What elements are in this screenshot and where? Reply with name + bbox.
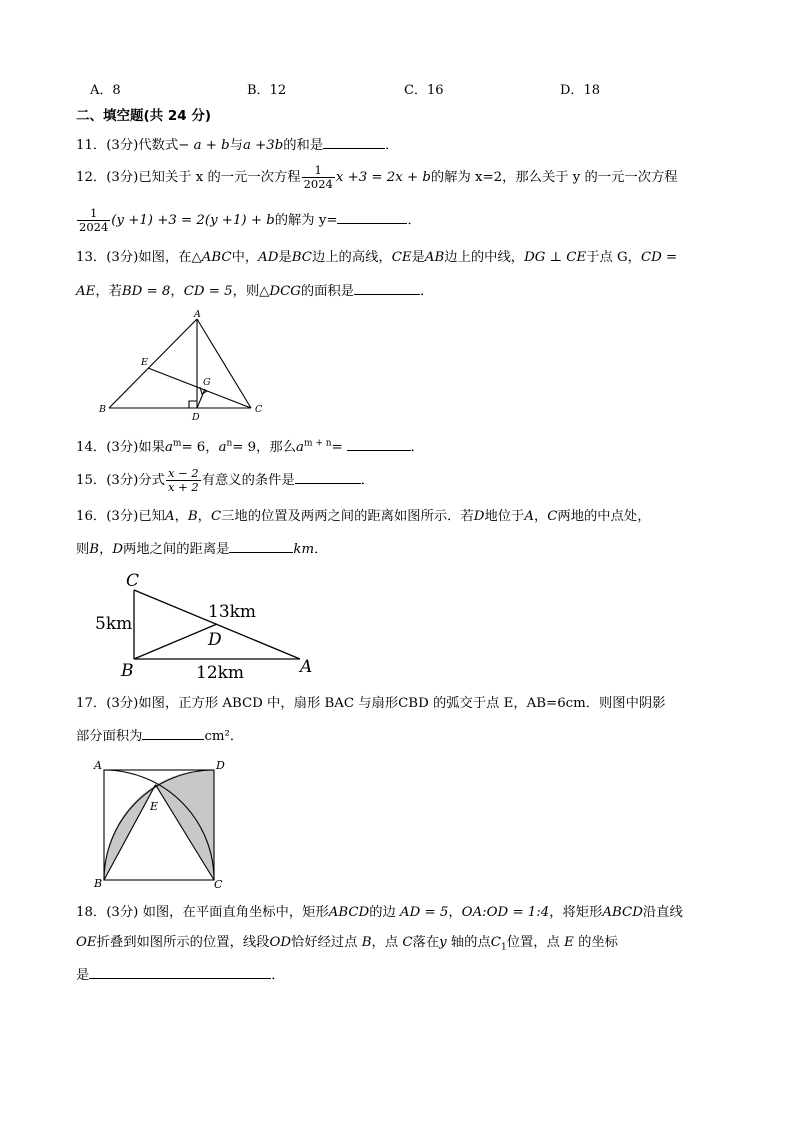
section-title: 二、填空题(共 24 分) <box>76 108 212 124</box>
q16-text: 三地的位置及两两之间的距离如图所示．若 <box>221 509 474 524</box>
q16-text: 两地的中点处， <box>557 509 651 524</box>
question-number: 18．(3分) <box>76 905 139 920</box>
right-angle-mark-d <box>189 401 197 408</box>
q13-math: DG ⊥ CE <box>524 250 587 265</box>
question-14 <box>76 436 424 458</box>
segment-be <box>104 785 159 880</box>
label-d: D <box>208 630 222 650</box>
q13-text: 于点 G， <box>586 250 641 265</box>
q16-point: A <box>164 509 175 524</box>
q13-math: BC <box>291 250 312 265</box>
q16-text: 则 <box>76 542 90 557</box>
fraction-denominator: x + 2 <box>167 480 199 494</box>
q13-math: AB <box>424 250 445 265</box>
option-letter: B． <box>247 83 270 98</box>
answer-blank[interactable] <box>295 469 361 484</box>
label-b: B <box>99 404 106 415</box>
q18-end: ． <box>271 968 285 983</box>
question-number: 11．(3分) <box>76 138 139 153</box>
q16-text: 地位于 <box>484 509 525 524</box>
q13-math: ABC <box>201 250 232 265</box>
q18-math: OA:OD = 1:4 <box>461 905 550 920</box>
q13-end: ． <box>420 284 434 299</box>
question-18-line-2 <box>76 933 618 953</box>
answer-blank[interactable] <box>89 964 271 979</box>
answer-blank[interactable] <box>323 134 385 149</box>
shaded-region-right <box>156 770 215 880</box>
q13-text: 边上的高线， <box>311 250 392 265</box>
q14-exponent: n <box>226 438 233 449</box>
q17-text: 部分面积为 <box>76 729 143 744</box>
q18-text: 恰好经过点 <box>291 935 362 950</box>
option-value: 18 <box>583 83 600 98</box>
q14-exponent: m <box>172 438 182 449</box>
label-c: C <box>126 571 140 591</box>
q14-text: = <box>331 440 343 455</box>
label-bc-length: 5km <box>95 614 133 634</box>
answer-blank[interactable] <box>337 209 407 224</box>
q11-text: 与 <box>229 138 243 153</box>
question-18 <box>76 903 683 923</box>
fraction-numerator: x − 2 <box>167 466 199 480</box>
q18-math: OE <box>76 935 97 950</box>
option-letter: A． <box>90 83 113 98</box>
q13-math: CD = 5 <box>183 284 233 299</box>
q16-point: B <box>89 542 100 557</box>
q18-subscript: 1 <box>500 942 507 953</box>
fraction-numerator: 1 <box>314 163 322 177</box>
q18-text: 如图，在平面直角坐标中，矩形 <box>138 905 329 920</box>
option-value: 8 <box>112 83 121 98</box>
q18-math: C <box>402 935 413 950</box>
q12-fraction-2 <box>77 207 110 234</box>
q14-base: a <box>218 440 227 455</box>
q18-math: OD <box>269 935 292 950</box>
segment-bd <box>134 624 217 659</box>
question-number: 14．(3分) <box>76 440 139 455</box>
question-number: 13．(3分) <box>76 250 139 265</box>
q13-math: AE <box>76 284 96 299</box>
q16-point: B <box>187 509 198 524</box>
figure-16-triangle <box>90 568 330 683</box>
q13-math: DCG <box>269 284 301 299</box>
q14-text: = 6， <box>181 440 219 455</box>
q13-math: BD = 8 <box>121 284 171 299</box>
q17-text: 如图，正方形 ABCD 中，扇形 BAC 与扇形CBD 的弧交于点 E，AB=6cm．则图中阴影 <box>138 696 666 711</box>
q13-text: 是 <box>278 250 292 265</box>
q13-math: AD <box>258 250 279 265</box>
q14-base: a <box>296 440 304 455</box>
q15-text: 有意义的条件是 <box>201 473 295 488</box>
q16-text: ， <box>174 509 188 524</box>
label-d: D <box>192 412 200 423</box>
q18-math: B <box>361 935 372 950</box>
answer-blank[interactable] <box>142 725 204 740</box>
q13-text: ，若 <box>95 284 122 299</box>
q11-expr-1: − a + b <box>178 138 230 153</box>
question-17-line-2 <box>76 725 243 747</box>
q16-text: ， <box>99 542 113 557</box>
question-12 <box>76 160 678 196</box>
option-value: 12 <box>269 83 287 98</box>
label-e: E <box>141 357 148 368</box>
question-17 <box>76 694 666 714</box>
fraction-numerator: 1 <box>89 206 98 220</box>
q14-base: a <box>164 440 173 455</box>
fraction-denominator: 2024 <box>79 220 109 234</box>
label-b: B <box>94 877 103 890</box>
label-d: D <box>216 759 225 772</box>
question-16-line-2 <box>76 538 327 560</box>
q13-text: ， <box>170 284 184 299</box>
q13-math: CE <box>391 250 412 265</box>
q12-fraction-1 <box>302 164 335 191</box>
q12-end: ． <box>407 213 421 228</box>
q16-text: 已知 <box>138 509 165 524</box>
q18-math: ABCD <box>328 905 370 920</box>
q12-text: 的解为 x=2，那么关于 y 的一元一次方程 <box>430 170 678 185</box>
q15-text: 分式 <box>138 473 165 488</box>
q16-text: 两地之间的距离是 <box>123 542 230 557</box>
q13-text: 是 <box>411 250 425 265</box>
q16-point: D <box>473 509 485 524</box>
question-15 <box>76 463 374 499</box>
q11-text: 代数式 <box>138 138 179 153</box>
q11-expr-2: a +3b <box>242 138 284 153</box>
q18-text: 落在 <box>412 935 440 950</box>
q16-unit: km <box>293 542 315 557</box>
question-number: 12．(3分) <box>76 170 139 185</box>
option-d <box>560 81 600 101</box>
label-a: A <box>300 657 313 677</box>
option-value: 16 <box>426 83 444 98</box>
label-c: C <box>255 404 263 415</box>
q16-point: A <box>524 509 534 524</box>
q13-math: CD = <box>640 250 678 265</box>
label-b: B <box>121 661 134 681</box>
q13-text: ，则△ <box>232 284 270 299</box>
q18-text: ， <box>448 905 462 920</box>
q16-point: C <box>547 509 558 524</box>
q12-equation-1: x +3 = 2x + b <box>335 170 431 185</box>
question-number: 16．(3分) <box>76 509 139 524</box>
q17-unit: cm² <box>204 729 230 744</box>
q11-text: 的和是 <box>283 138 324 153</box>
q13-text: 的面积是 <box>300 284 355 299</box>
q15-fraction <box>166 467 201 494</box>
q16-end: ． <box>314 542 328 557</box>
question-13-line-2 <box>76 280 433 302</box>
q12-text: 已知关于 x 的一元一次方程 <box>138 170 301 185</box>
question-number: 17．(3分) <box>76 696 139 711</box>
question-18-line-3 <box>76 964 285 986</box>
label-c: C <box>214 878 223 891</box>
q13-text: 边上的中线， <box>444 250 525 265</box>
label-a: A <box>94 759 102 772</box>
fraction-denominator: 2024 <box>303 177 333 191</box>
q16-text: ， <box>197 509 211 524</box>
option-b <box>247 81 286 101</box>
q18-text: ，点 <box>371 935 403 950</box>
label-ba-length: 12km <box>196 663 245 683</box>
q14-end: ． <box>410 440 424 455</box>
answer-blank[interactable] <box>347 436 411 451</box>
option-letter: D． <box>560 83 584 98</box>
q17-end: ． <box>229 729 244 744</box>
question-13 <box>76 248 677 268</box>
q12-text: 的解为 y= <box>274 213 338 228</box>
question-number: 15．(3分) <box>76 473 139 488</box>
q18-math: AD = 5 <box>400 905 449 920</box>
q18-math: E <box>564 935 574 950</box>
answer-blank[interactable] <box>354 280 420 295</box>
q18-text: 位置，点 <box>506 935 565 950</box>
q11-end: ． <box>385 138 399 153</box>
q13-text: 中， <box>231 250 259 265</box>
label-g: G <box>203 377 211 388</box>
option-c <box>404 81 444 101</box>
q16-text: ， <box>533 509 548 524</box>
q16-point: C <box>210 509 222 524</box>
q18-text: ，将矩形 <box>549 905 603 920</box>
q16-point: D <box>112 542 124 557</box>
q13-text: 如图，在△ <box>138 250 202 265</box>
q14-text: = 9，那么 <box>232 440 297 455</box>
q18-text: 折叠到如图所示的位置，线段 <box>96 935 270 950</box>
question-11 <box>76 134 398 156</box>
figure-13-triangle <box>95 308 275 423</box>
label-e: E <box>150 800 159 813</box>
segment-ac <box>197 319 251 408</box>
q18-text: 沿直线 <box>642 905 683 920</box>
q14-exponent: m + n <box>303 438 332 449</box>
answer-blank[interactable] <box>229 538 293 553</box>
option-a <box>90 81 121 101</box>
q18-text: 是 <box>76 968 90 983</box>
q15-end: ． <box>360 473 375 488</box>
q14-text: 如果 <box>138 440 165 455</box>
q18-math: y <box>439 935 447 950</box>
label-a: A <box>194 309 201 320</box>
q18-math: ABCD <box>602 905 643 920</box>
q18-text: 的坐标 <box>573 935 618 950</box>
q18-text: 轴的点 <box>446 935 491 950</box>
segment-ab <box>109 319 197 408</box>
q12-equation-2: (y +1) +3 = 2(y +1) + b <box>111 213 275 228</box>
figure-17-square <box>90 758 230 890</box>
q18-math: C <box>490 935 501 950</box>
q18-text: 的边 <box>369 905 401 920</box>
question-12-line-2 <box>76 203 421 239</box>
question-16 <box>76 507 651 527</box>
label-ca-length: 13km <box>208 602 257 622</box>
option-letter: C． <box>404 83 427 98</box>
